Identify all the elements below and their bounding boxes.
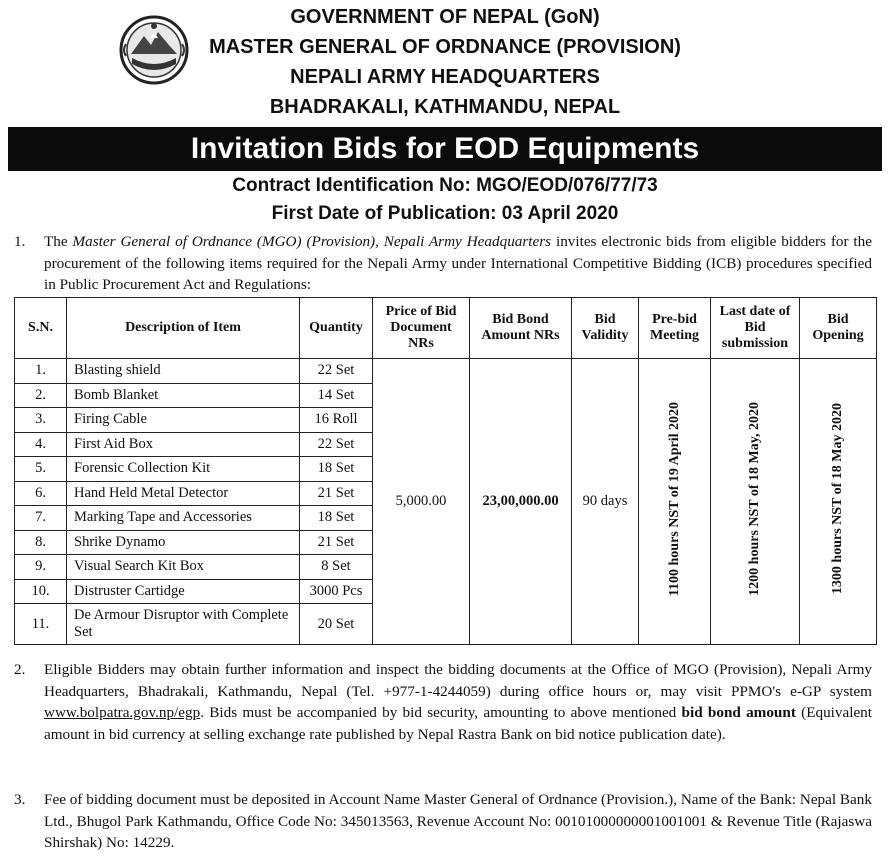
row-qty: 14 Set: [300, 383, 373, 408]
paragraph-3: [14, 789, 872, 854]
header-prebid: Pre-bid Meeting: [639, 298, 711, 359]
header-last-date: Last date of Bid submission: [711, 298, 800, 359]
row-item: Blasting shield: [67, 359, 300, 384]
row-qty: 3000 Pcs: [300, 579, 373, 604]
row-sn: 7.: [15, 506, 67, 531]
row-sn: 6.: [15, 481, 67, 506]
mgo-name-italic: Master General of Ordnance (MGO) (Provision), Nepali Army Headquarters: [72, 233, 552, 250]
row-sn: 2.: [15, 383, 67, 408]
paragraph-number: 1.: [14, 233, 26, 250]
row-qty: 8 Set: [300, 555, 373, 580]
header-quantity: Quantity: [300, 298, 373, 359]
notice-title-banner: Invitation Bids for EOD Equipments: [8, 127, 882, 171]
row-item: Firing Cable: [67, 408, 300, 433]
bond-cell: 23,00,000.00: [470, 359, 572, 645]
table-row: [15, 359, 877, 384]
price-cell: 5,000.00: [373, 359, 470, 645]
row-sn: 5.: [15, 457, 67, 482]
text-run: invites electronic bids from eligible bidders for the procurement of the following items required for the Nepali Army under International Competitive Bidding (ICB) procedures specified in Public Procurement Act and Regulations:: [44, 233, 872, 294]
row-qty: 20 Set: [300, 604, 373, 645]
row-qty: 21 Set: [300, 481, 373, 506]
row-qty: 21 Set: [300, 530, 373, 555]
row-sn: 3.: [15, 408, 67, 433]
header-validity: Bid Validity: [572, 298, 639, 359]
row-item: Hand Held Metal Detector: [67, 481, 300, 506]
header-description: Description of Item: [67, 298, 300, 359]
prebid-text: 1100 hours NST of 19 April 2020: [666, 401, 682, 597]
paragraph-2-text: [44, 659, 872, 745]
last-date-cell: [711, 359, 800, 645]
row-item: Shrike Dynamo: [67, 530, 300, 555]
opening-text: 1300 hours NST of 18 May 2020: [830, 403, 845, 595]
row-sn: 9.: [15, 555, 67, 580]
header-sn: S.N.: [15, 298, 67, 359]
row-item: Distruster Cartidge: [67, 579, 300, 604]
row-qty: 16 Roll: [300, 408, 373, 433]
validity-cell: 90 days: [572, 359, 639, 645]
table-header-row: [15, 298, 877, 359]
last-date-text: 1200 hours NST of 18 May, 2020: [747, 402, 762, 596]
text-run: . Bids must be accompanied by bid security, amounting to above mentioned: [200, 704, 682, 722]
text-run: Eligible Bidders may obtain further information and inspect the bidding documents at the Office of MGO (Provision), Nepali Army Headquarters, Bhadrakali, Kathmandu, Nepal (Tel. +977-1-4244059) during office hours or, may visit PPMO's e-GP system: [44, 661, 872, 700]
row-sn: 4.: [15, 432, 67, 457]
items-table: [14, 297, 877, 645]
header-line-address: BHADRAKALI, KATHMANDU, NEPAL: [269, 96, 621, 118]
paragraph-3-text: Fee of bidding document must be deposited in Account Name Master General of Ordnance (Provision.), Name of the Bank: Nepal Bank Ltd., Bhugol Park Kathmandu, Office Code No: 345013563, Revenue Account No: 00101000000001001001 & Revenue Title (Rajaswa Shirshak) No: 14229.: [44, 791, 872, 852]
row-sn: 8.: [15, 530, 67, 555]
row-item: First Aid Box: [67, 432, 300, 457]
row-qty: 18 Set: [300, 506, 373, 531]
row-sn: 10.: [15, 579, 67, 604]
header-line-army: NEPALI ARMY HEADQUARTERS: [290, 66, 600, 88]
contract-identification: Contract Identification No: MGO/EOD/076/77/73: [232, 175, 658, 196]
row-sn: 1.: [15, 359, 67, 384]
header-bond: Bid Bond Amount NRs: [470, 298, 572, 359]
paragraph-1-text: [44, 231, 872, 296]
row-item: Bomb Blanket: [67, 383, 300, 408]
header-price: Price of Bid Document NRs: [373, 298, 470, 359]
publication-date: First Date of Publication: 03 April 2020: [271, 203, 619, 224]
row-qty: 22 Set: [300, 432, 373, 457]
row-qty: 18 Set: [300, 457, 373, 482]
paragraph-number: 3.: [14, 791, 26, 808]
row-item: Forensic Collection Kit: [67, 457, 300, 482]
paragraph-1: [14, 231, 872, 296]
header-opening: Bid Opening: [800, 298, 877, 359]
opening-cell: [800, 359, 877, 645]
header-line-mgo: MASTER GENERAL OF ORDNANCE (PROVISION): [209, 36, 681, 58]
paragraph-2: [14, 659, 872, 745]
paragraph-number: 2.: [14, 661, 26, 678]
text-run: The: [44, 233, 73, 250]
row-item: De Armour Disruptor with Complete Set: [67, 604, 300, 645]
row-sn: 11.: [15, 604, 67, 645]
bid-bond-amount-bold: bid bond amount: [681, 704, 796, 722]
egp-link[interactable]: www.bolpatra.gov.np/egp: [44, 704, 201, 722]
row-item: Visual Search Kit Box: [67, 555, 300, 580]
prebid-cell: [639, 359, 711, 645]
header-line-government: GOVERNMENT OF NEPAL (GoN): [290, 6, 600, 28]
row-item: Marking Tape and Accessories: [67, 506, 300, 531]
text-run: (Equivalent amount in bid currency at selling exchange rate published by Nepal Rastra Bank on bid notice publication date).: [44, 704, 872, 743]
row-qty: 22 Set: [300, 359, 373, 384]
